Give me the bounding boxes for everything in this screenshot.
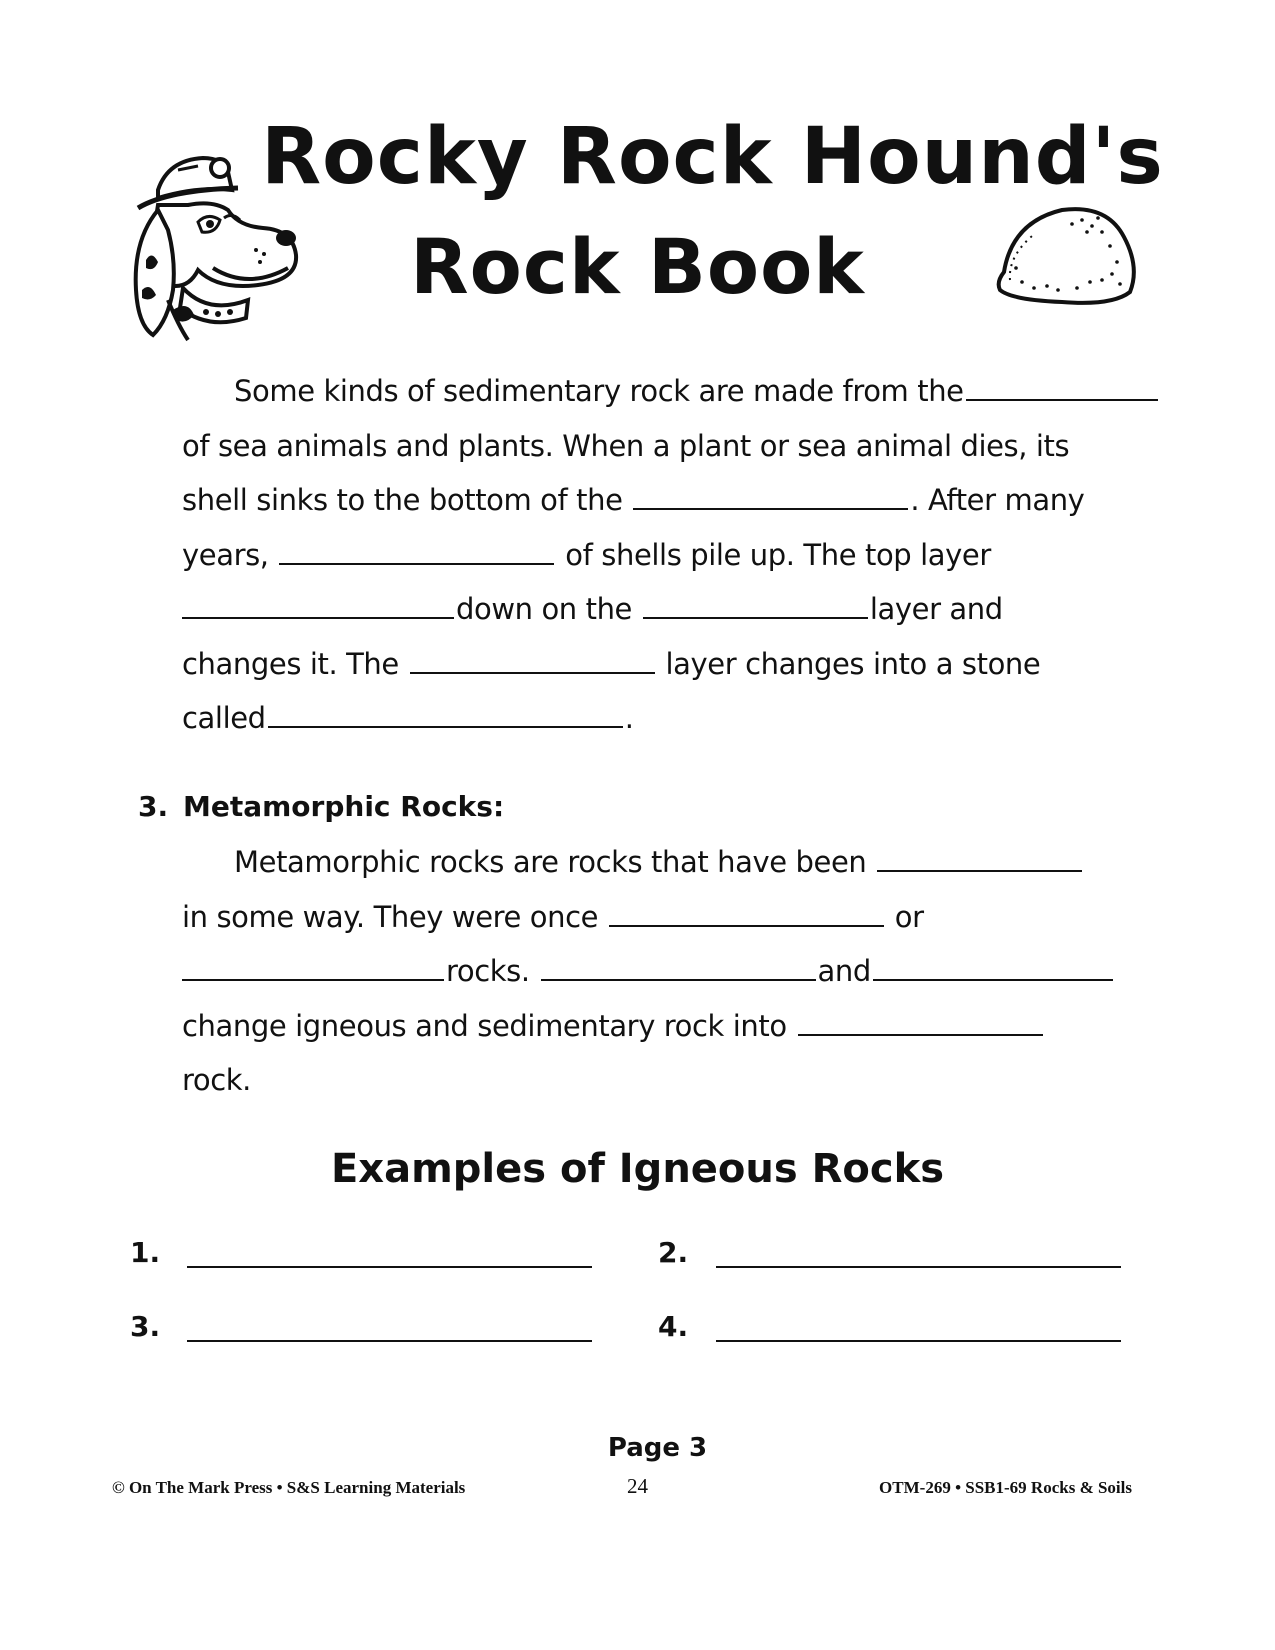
- footer-page-number: 24: [627, 1474, 648, 1498]
- example-label-4: 4.: [658, 1310, 689, 1343]
- text: change igneous and sedimentary rock into: [182, 1008, 787, 1043]
- text: and: [817, 954, 871, 988]
- text: Metamorphic rocks are rocks that have been: [234, 845, 867, 879]
- example-answer-line-2[interactable]: [716, 1266, 1121, 1268]
- title-line-1: Rocky Rock Hound's: [261, 112, 1164, 202]
- blank-line: [268, 700, 623, 728]
- blank-line: [643, 591, 868, 619]
- text: layer changes into a stone: [665, 646, 1041, 681]
- blank-line: [877, 844, 1082, 872]
- example-label-1: 1.: [130, 1236, 161, 1269]
- footer-publisher: © On The Mark Press • S&S Learning Materials: [112, 1478, 466, 1497]
- text: rock.: [182, 1063, 251, 1097]
- rock-icon: [992, 202, 1142, 312]
- text: of sea animals and plants. When a plant or sea animal dies, its: [182, 428, 1070, 463]
- text: Some kinds of sedimentary rock are made from the: [234, 374, 964, 408]
- text: of shells pile up. The top layer: [565, 537, 991, 572]
- example-label-3: 3.: [130, 1310, 161, 1343]
- rock-hound-dog-icon: [128, 150, 318, 350]
- example-answer-line-4[interactable]: [716, 1340, 1121, 1342]
- footer-product-code: OTM-269 • SSB1-69 Rocks & Soils: [879, 1478, 1132, 1497]
- blank-line: [182, 591, 454, 619]
- blank-line: [279, 537, 554, 565]
- text: in some way. They were once: [182, 899, 599, 934]
- text: shell sinks to the bottom of the: [182, 483, 623, 517]
- example-answer-line-1[interactable]: [187, 1266, 592, 1268]
- blank-line: [966, 373, 1158, 401]
- page-label: Page 3: [607, 1433, 708, 1463]
- text: down on the: [456, 592, 633, 626]
- metamorphic-paragraph: [182, 835, 1142, 1108]
- text: .: [624, 701, 634, 735]
- blank-line: [541, 953, 816, 981]
- blank-line: [873, 953, 1113, 981]
- example-answer-line-3[interactable]: [187, 1340, 592, 1342]
- blank-line: [633, 482, 908, 510]
- text: years,: [182, 537, 269, 572]
- text: rocks.: [446, 954, 530, 988]
- text: changes it. The: [182, 646, 399, 681]
- title-line-2: Rock Book: [410, 222, 865, 311]
- blank-line: [182, 953, 444, 981]
- example-label-2: 2.: [658, 1236, 689, 1269]
- text: called: [182, 701, 266, 735]
- text: or: [894, 899, 924, 934]
- metamorphic-heading: [138, 790, 504, 823]
- examples-title: Examples of Igneous Rocks: [330, 1146, 945, 1192]
- text: . After many: [910, 483, 1085, 517]
- section-number: 3.: [138, 790, 169, 823]
- text: layer and: [869, 592, 1003, 626]
- sedimentary-paragraph: [182, 364, 1142, 746]
- section-title: Metamorphic Rocks:: [183, 790, 505, 823]
- blank-line: [798, 1008, 1043, 1036]
- blank-line: [609, 899, 884, 927]
- blank-line: [410, 646, 655, 674]
